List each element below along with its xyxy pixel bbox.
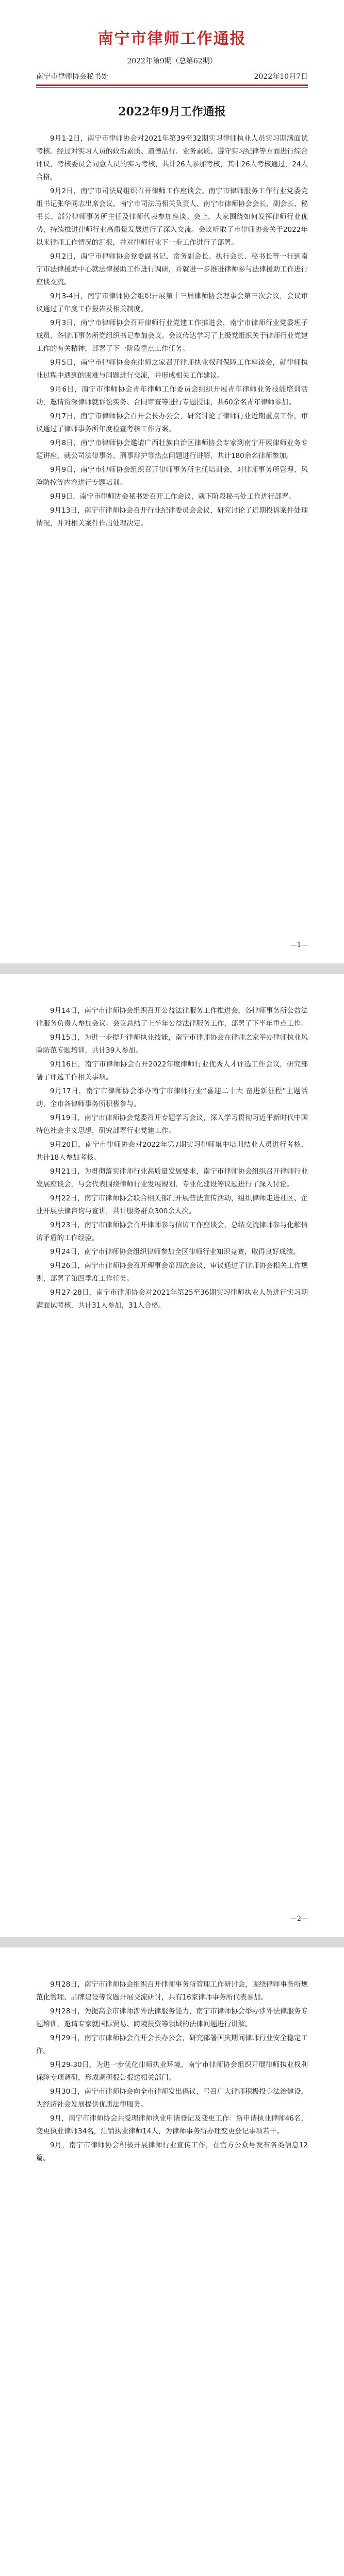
document-page-2 [0,974,344,1937]
paragraph: 9月15日，为进一步提升律师执业技能，南宁市律师协会在律师之家举办律师执业风险防范专题培训，共计39人参加。 [36,1033,308,1055]
paragraph: 9月1-2日，南宁市律师协会对2021年第39至32期实习律师执业人员实习期满面试考核。经过对实习人员的政治素质、道德品行、业务素质、遵守实习纪律等方面进行综合评议，考核委员会同意人员的实习考核，共计26人参加考核，其中26人考核通过，24人合格。 [36,134,308,181]
page-1-body [36,132,308,530]
paragraph: 9月22日，南宁市律师协会联合相关部门开展普法宣传活动，组织律师走进社区、企业开展法律咨询与宣讲，共计服务群众300余人次。 [36,1194,308,1215]
publisher: 南宁市律师协会秘书处 [36,73,108,81]
page-2-body [36,1005,308,1312]
paragraph: 9月2日，南宁市律师协会党委副书记、常务副会长、执行会长、秘书长等一行到南宁市法律援助中心就法律援助工作进行调研，并就进一步推进律师参与法律援助工作进行座谈交流。 [36,252,308,286]
paragraph: 9月30日，南宁市律师协会向全市律师发出倡议，号召广大律师积极投身法治建设，为经济社会发展提供优质法律服务。 [36,2088,308,2109]
paragraph: 9月29日，南宁市律师协会召开会长办公会，研究部署国庆期间律师行业安全稳定工作。 [36,2034,308,2055]
paragraph: 9月13日，南宁市律师协会召开行业纪律委员会会议，研究讨论了近期投诉案件处理情况，并对相关案件作出处理决定。 [36,506,308,528]
publish-date: 2022年10月7日 [254,73,308,81]
paragraph: 9月27-28日，南宁市律师协会对2021年第25至36期实习律师执业人员进行实习期满面试考核，共计31人参加，31人合格。 [36,1289,308,1310]
paragraph: 9月16日，南宁市律师协会召开2022年度律师行业优秀人才评选工作会议，研究部署了评选工作相关事项。 [36,1060,308,1081]
page-number: —1— [290,941,308,949]
paragraph: 9月24日，南宁市律师协会组织律师参加全区律师行业知识竞赛，取得良好成绩。 [50,1248,300,1256]
header-divider [36,87,308,88]
paragraph: 9月21日，为贯彻落实律师行业高质量发展要求，南宁市律师协会组织召开律师行业发展座谈会，与会代表围绕律师行业发展规划、专业化建设等议题进行了深入讨论。 [36,1167,308,1189]
page-3-body [36,1978,308,2165]
paragraph: 9月28日，南宁市律师协会组织召开律师事务所管理工作研讨会，围绕律师事务所规范化管理、品牌建设等议题开展交流研讨，共有16家律师事务所代表参加。 [36,1980,308,2002]
masthead-title: 南宁市律师工作通报 [97,30,247,48]
paragraph: 9月3日，南宁市律师协会召开律师行业党建工作推进会，南宁市律师行业党委班子成员、各律师事务所党组织书记参加会议。会议传达学习了上级党组织关于律师行业党建工作的有关精神，部署了下一阶段重点工作任务。 [36,319,308,353]
paragraph: 9月23日，南宁市律师协会召开律师参与信访工作座谈会，总结交流律师参与化解信访矛盾的工作经验。 [36,1221,308,1242]
paragraph: 9月5日，南宁市律师协会在律师之家召开律师执业权利保障工作座谈会，就律师执业过程中遇到的困难与问题进行交流，并形成相关工作建议。 [36,359,308,380]
paragraph: 9月6日，南宁市律师协会青年律师工作委员会组织开展青年律师业务技能培训活动，邀请资深律师就诉讼实务、合同审查等进行专题授课，共60余名青年律师参加。 [36,385,308,406]
paragraph: 9月8日，南宁市律师协会邀请广西壮族自治区律师协会专家到南宁开展律师业务专题讲座，就公司法律事务、刑事辩护等热点问题进行讲解，共计180余名律师参加。 [36,439,308,460]
paragraph: 9月26日，南宁市律师协会召开理事会第四次会议，审议通过了律师协会相关工作规则，部署了第四季度工作任务。 [36,1262,308,1283]
page-number: —2— [290,1915,308,1923]
paragraph: 9月20日，南宁市律师协会对2022年第7期实习律师集中培训结业人员进行考核，共计18人参加考核。 [36,1141,308,1162]
paragraph: 9月2日，南宁市司法局组织召开律师工作座谈会。南宁市律师服务工作行业党委党组书记张华同志出席会议。南宁市司法局相关负责人、南宁市律师协会会长、副会长、秘书长、部分律师事务所主任及律师代表参加座谈。会上，大家围绕如何发挥律师行业优势，持续推进律师行业高质量发展进行了深入交流。会议听取了市律师协会关于2022年以来律师工作情况的汇报，并对律师行业下一步工作进行了部署。 [36,187,308,247]
issue-number: 2022年第9期（总第62期） [127,57,217,65]
paragraph: 9月7日，南宁市律师协会召开会长办公会，研究讨论了律师行业近期重点工作，审议通过了律师事务所年度检查考核工作方案。 [36,412,308,433]
paragraph: 9月，南宁市律师协会共受理律师执业申请登记及变更工作：新申请执业律师46名，变更执业律师34名，注销执业律师14人，为律师事务所办理变更登记事项若干。 [36,2114,308,2136]
paragraph: 9月17日，南宁市律师协会举办南宁市律师行业“喜迎二十大 奋进新征程”主题活动，全市各律师事务所积极参与。 [36,1087,308,1108]
header-line [36,71,308,86]
paragraph: 9月9日，南宁市律师协会秘书处召开工作会议，就下阶段秘书处工作进行部署。 [50,493,296,501]
report-title: 2022年9月工作通报 [118,105,226,118]
paragraph: 9月9日，南宁市律师协会组织召开律师事务所主任培训会，对律师事务所管理、风险防控等内容进行专题培训。 [36,466,308,487]
paragraph: 9月19日，南宁市律师协会党委召开专题学习会议，深入学习贯彻习近平新时代中国特色社会主义思想，研究部署行业党建工作。 [36,1114,308,1135]
document-page-1 [0,0,344,963]
paragraph: 9月28日，为提高全市律师涉外法律服务能力，南宁市律师协会举办涉外法律服务专题培训，邀请专家就国际贸易、跨境投资等领域的法律问题进行讲解。 [36,2007,308,2028]
paragraph: 9月，南宁市律师协会积极开展律师行业宣传工作，在官方公众号发布各类信息12篇。 [36,2141,308,2162]
paragraph: 9月3-4日，南宁市律师协会组织开展第十三届律师协会理事会第三次会议，会议审议通过了年度工作报告及相关制度。 [36,292,308,313]
paragraph: 9月29-30日，为进一步优化律师执业环境，南宁市律师协会组织开展律师执业权利保障专项调研，形成调研报告报送相关部门。 [36,2061,308,2082]
document-page-3 [0,1947,344,2576]
paragraph: 9月14日，南宁市律师协会组织召开公益法律服务工作推进会，各律师事务所公益法律服务负责人参加会议。会议总结了上半年公益法律服务工作，部署了下半年重点工作。 [36,1007,308,1028]
